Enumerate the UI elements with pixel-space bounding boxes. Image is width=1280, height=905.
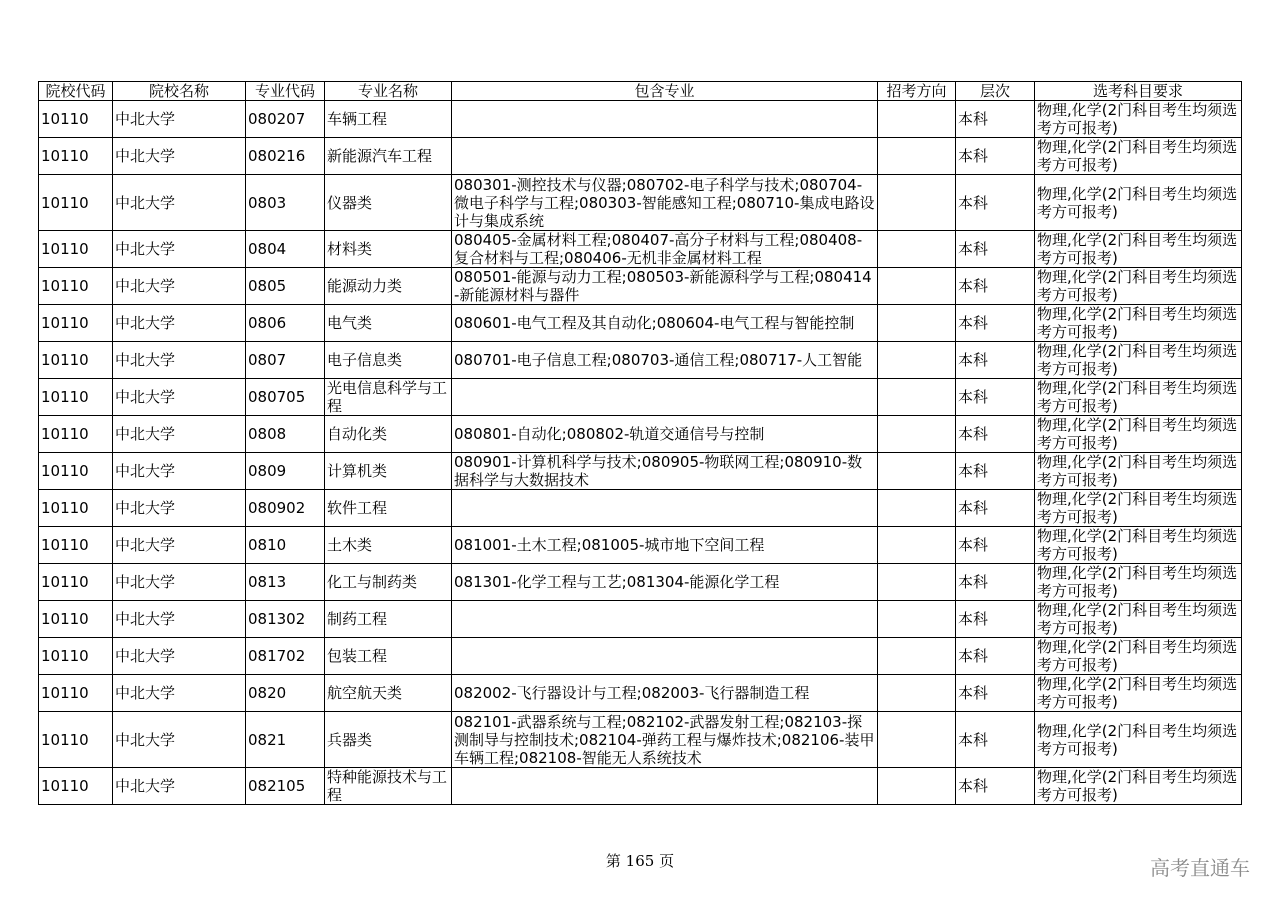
level-cell: 本科 — [956, 453, 1035, 490]
subject-requirement-cell: 物理,化学(2门科目考生均须选考方可报考) — [1035, 379, 1242, 416]
level-cell: 本科 — [956, 527, 1035, 564]
direction-cell — [878, 601, 956, 638]
header-school-name: 院校名称 — [113, 82, 246, 101]
included-majors-cell: 080405-金属材料工程;080407-高分子材料与工程;080408-复合材料与工程;080406-无机非金属材料工程 — [452, 231, 878, 268]
school-name-cell: 中北大学 — [113, 601, 246, 638]
table-row — [39, 453, 1242, 490]
subject-requirement-cell: 物理,化学(2门科目考生均须选考方可报考) — [1035, 138, 1242, 175]
direction-cell — [878, 416, 956, 453]
table-row — [39, 416, 1242, 453]
direction-cell — [878, 527, 956, 564]
subject-requirement-cell: 物理,化学(2门科目考生均须选考方可报考) — [1035, 564, 1242, 601]
direction-cell — [878, 675, 956, 712]
direction-cell — [878, 768, 956, 805]
major-code-cell: 080216 — [246, 138, 325, 175]
table-row — [39, 527, 1242, 564]
direction-cell — [878, 175, 956, 231]
subject-requirement-cell: 物理,化学(2门科目考生均须选考方可报考) — [1035, 712, 1242, 768]
school-name-cell: 中北大学 — [113, 416, 246, 453]
level-cell: 本科 — [956, 712, 1035, 768]
major-code-cell: 0807 — [246, 342, 325, 379]
major-code-cell: 0820 — [246, 675, 325, 712]
major-name-cell: 光电信息科学与工程 — [325, 379, 452, 416]
page-number: 第 165 页 — [605, 852, 675, 870]
school-name-cell: 中北大学 — [113, 175, 246, 231]
level-cell: 本科 — [956, 138, 1035, 175]
direction-cell — [878, 490, 956, 527]
school-code-cell: 10110 — [39, 342, 113, 379]
major-code-cell: 081302 — [246, 601, 325, 638]
included-majors-cell: 080901-计算机科学与技术;080905-物联网工程;080910-数据科学与大数据技术 — [452, 453, 878, 490]
school-code-cell: 10110 — [39, 416, 113, 453]
major-name-cell: 电子信息类 — [325, 342, 452, 379]
subject-requirement-cell: 物理,化学(2门科目考生均须选考方可报考) — [1035, 268, 1242, 305]
school-name-cell: 中北大学 — [113, 342, 246, 379]
header-major-name: 专业名称 — [325, 82, 452, 101]
table-row — [39, 101, 1242, 138]
major-name-cell: 自动化类 — [325, 416, 452, 453]
level-cell: 本科 — [956, 175, 1035, 231]
school-name-cell: 中北大学 — [113, 675, 246, 712]
included-majors-cell — [452, 379, 878, 416]
direction-cell — [878, 305, 956, 342]
subject-requirement-cell: 物理,化学(2门科目考生均须选考方可报考) — [1035, 527, 1242, 564]
direction-cell — [878, 101, 956, 138]
table-row — [39, 305, 1242, 342]
major-code-cell: 0810 — [246, 527, 325, 564]
table-row — [39, 268, 1242, 305]
major-name-cell: 包装工程 — [325, 638, 452, 675]
school-name-cell: 中北大学 — [113, 268, 246, 305]
school-code-cell: 10110 — [39, 768, 113, 805]
school-code-cell: 10110 — [39, 527, 113, 564]
school-code-cell: 10110 — [39, 453, 113, 490]
subject-requirement-cell: 物理,化学(2门科目考生均须选考方可报考) — [1035, 601, 1242, 638]
level-cell: 本科 — [956, 490, 1035, 527]
level-cell: 本科 — [956, 416, 1035, 453]
header-school-code: 院校代码 — [39, 82, 113, 101]
school-code-cell: 10110 — [39, 638, 113, 675]
level-cell: 本科 — [956, 601, 1035, 638]
level-cell: 本科 — [956, 675, 1035, 712]
level-cell: 本科 — [956, 305, 1035, 342]
subject-requirement-cell: 物理,化学(2门科目考生均须选考方可报考) — [1035, 342, 1242, 379]
school-name-cell: 中北大学 — [113, 564, 246, 601]
school-code-cell: 10110 — [39, 175, 113, 231]
header-level: 层次 — [956, 82, 1035, 101]
major-code-cell: 081702 — [246, 638, 325, 675]
level-cell: 本科 — [956, 231, 1035, 268]
table-row — [39, 231, 1242, 268]
included-majors-cell: 080601-电气工程及其自动化;080604-电气工程与智能控制 — [452, 305, 878, 342]
included-majors-cell: 081001-土木工程;081005-城市地下空间工程 — [452, 527, 878, 564]
direction-cell — [878, 268, 956, 305]
major-code-cell: 080902 — [246, 490, 325, 527]
major-name-cell: 兵器类 — [325, 712, 452, 768]
header-direction: 招考方向 — [878, 82, 956, 101]
school-code-cell: 10110 — [39, 601, 113, 638]
included-majors-cell — [452, 490, 878, 527]
major-code-cell: 0808 — [246, 416, 325, 453]
level-cell: 本科 — [956, 101, 1035, 138]
major-code-cell: 0804 — [246, 231, 325, 268]
included-majors-cell: 080301-测控技术与仪器;080702-电子科学与技术;080704-微电子科学与工程;080303-智能感知工程;080710-集成电路设计与集成系统 — [452, 175, 878, 231]
level-cell: 本科 — [956, 768, 1035, 805]
major-name-cell: 材料类 — [325, 231, 452, 268]
subject-requirement-cell: 物理,化学(2门科目考生均须选考方可报考) — [1035, 101, 1242, 138]
included-majors-cell: 080501-能源与动力工程;080503-新能源科学与工程;080414-新能源材料与器件 — [452, 268, 878, 305]
subject-requirement-cell: 物理,化学(2门科目考生均须选考方可报考) — [1035, 768, 1242, 805]
direction-cell — [878, 638, 956, 675]
major-name-cell: 特种能源技术与工程 — [325, 768, 452, 805]
table-row — [39, 712, 1242, 768]
table-row — [39, 564, 1242, 601]
major-name-cell: 新能源汽车工程 — [325, 138, 452, 175]
included-majors-cell: 080801-自动化;080802-轨道交通信号与控制 — [452, 416, 878, 453]
major-code-cell: 080705 — [246, 379, 325, 416]
direction-cell — [878, 564, 956, 601]
table-row — [39, 138, 1242, 175]
subject-requirement-cell: 物理,化学(2门科目考生均须选考方可报考) — [1035, 231, 1242, 268]
school-code-cell: 10110 — [39, 305, 113, 342]
school-name-cell: 中北大学 — [113, 379, 246, 416]
level-cell: 本科 — [956, 342, 1035, 379]
school-name-cell: 中北大学 — [113, 138, 246, 175]
major-name-cell: 仪器类 — [325, 175, 452, 231]
subject-requirement-cell: 物理,化学(2门科目考生均须选考方可报考) — [1035, 305, 1242, 342]
included-majors-cell — [452, 138, 878, 175]
school-code-cell: 10110 — [39, 490, 113, 527]
school-name-cell: 中北大学 — [113, 490, 246, 527]
table-row — [39, 675, 1242, 712]
school-code-cell: 10110 — [39, 138, 113, 175]
major-name-cell: 计算机类 — [325, 453, 452, 490]
school-name-cell: 中北大学 — [113, 638, 246, 675]
major-code-cell: 0806 — [246, 305, 325, 342]
level-cell: 本科 — [956, 268, 1035, 305]
major-name-cell: 车辆工程 — [325, 101, 452, 138]
included-majors-cell: 080701-电子信息工程;080703-通信工程;080717-人工智能 — [452, 342, 878, 379]
school-code-cell: 10110 — [39, 564, 113, 601]
school-code-cell: 10110 — [39, 379, 113, 416]
major-code-cell: 0803 — [246, 175, 325, 231]
major-name-cell: 制药工程 — [325, 601, 452, 638]
school-name-cell: 中北大学 — [113, 527, 246, 564]
school-name-cell: 中北大学 — [113, 305, 246, 342]
direction-cell — [878, 342, 956, 379]
table-row — [39, 175, 1242, 231]
subject-requirement-cell: 物理,化学(2门科目考生均须选考方可报考) — [1035, 638, 1242, 675]
school-code-cell: 10110 — [39, 675, 113, 712]
table-row — [39, 490, 1242, 527]
major-name-cell: 土木类 — [325, 527, 452, 564]
direction-cell — [878, 138, 956, 175]
school-code-cell: 10110 — [39, 712, 113, 768]
school-name-cell: 中北大学 — [113, 768, 246, 805]
direction-cell — [878, 453, 956, 490]
major-name-cell: 能源动力类 — [325, 268, 452, 305]
direction-cell — [878, 379, 956, 416]
subject-requirement-cell: 物理,化学(2门科目考生均须选考方可报考) — [1035, 675, 1242, 712]
header-subject-requirement: 选考科目要求 — [1035, 82, 1242, 101]
included-majors-cell: 081301-化学工程与工艺;081304-能源化学工程 — [452, 564, 878, 601]
major-code-cell: 0809 — [246, 453, 325, 490]
header-major-code: 专业代码 — [246, 82, 325, 101]
subject-requirement-cell: 物理,化学(2门科目考生均须选考方可报考) — [1035, 490, 1242, 527]
major-name-cell: 软件工程 — [325, 490, 452, 527]
table-header-row — [39, 82, 1242, 101]
major-code-cell: 0821 — [246, 712, 325, 768]
level-cell: 本科 — [956, 564, 1035, 601]
table-row — [39, 638, 1242, 675]
subject-requirement-cell: 物理,化学(2门科目考生均须选考方可报考) — [1035, 453, 1242, 490]
included-majors-cell: 082002-飞行器设计与工程;082003-飞行器制造工程 — [452, 675, 878, 712]
major-name-cell: 电气类 — [325, 305, 452, 342]
level-cell: 本科 — [956, 379, 1035, 416]
included-majors-cell: 082101-武器系统与工程;082102-武器发射工程;082103-探测制导与控制技术;082104-弹药工程与爆炸技术;082106-装甲车辆工程;082108-智能无人系统技术 — [452, 712, 878, 768]
direction-cell — [878, 231, 956, 268]
major-code-cell: 0813 — [246, 564, 325, 601]
direction-cell — [878, 712, 956, 768]
subject-requirement-cell: 物理,化学(2门科目考生均须选考方可报考) — [1035, 175, 1242, 231]
included-majors-cell — [452, 768, 878, 805]
watermark-logo: 高考直通车 — [1150, 856, 1250, 880]
subject-requirement-cell: 物理,化学(2门科目考生均须选考方可报考) — [1035, 416, 1242, 453]
level-cell: 本科 — [956, 638, 1035, 675]
included-majors-cell — [452, 601, 878, 638]
school-name-cell: 中北大学 — [113, 101, 246, 138]
major-name-cell: 航空航天类 — [325, 675, 452, 712]
table-row — [39, 379, 1242, 416]
school-code-cell: 10110 — [39, 268, 113, 305]
school-code-cell: 10110 — [39, 231, 113, 268]
admission-table — [38, 81, 1242, 805]
table-row — [39, 768, 1242, 805]
table-row — [39, 601, 1242, 638]
included-majors-cell — [452, 101, 878, 138]
school-code-cell: 10110 — [39, 101, 113, 138]
major-code-cell: 0805 — [246, 268, 325, 305]
school-name-cell: 中北大学 — [113, 453, 246, 490]
major-name-cell: 化工与制药类 — [325, 564, 452, 601]
included-majors-cell — [452, 638, 878, 675]
major-code-cell: 082105 — [246, 768, 325, 805]
header-included-majors: 包含专业 — [452, 82, 878, 101]
school-name-cell: 中北大学 — [113, 712, 246, 768]
school-name-cell: 中北大学 — [113, 231, 246, 268]
major-code-cell: 080207 — [246, 101, 325, 138]
table-row — [39, 342, 1242, 379]
